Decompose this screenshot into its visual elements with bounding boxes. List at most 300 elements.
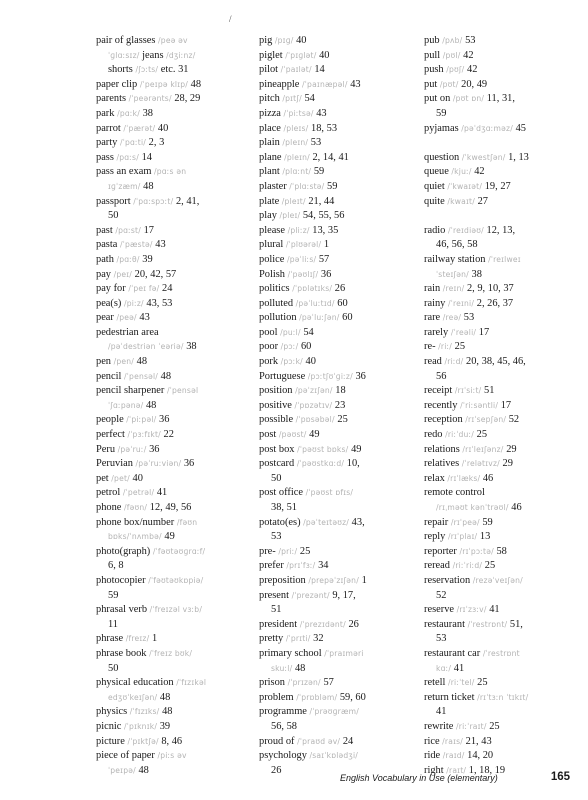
entry-text: recently [424, 399, 461, 411]
entry-headline [424, 443, 572, 458]
index-entry [424, 735, 572, 750]
phonetic-transcription: /ˈpɒzətɪv/ [294, 400, 335, 410]
entry-text: pear [96, 312, 117, 324]
entry-text: plant [259, 166, 283, 178]
entry-text: 32 [313, 633, 324, 645]
entry-text: 17 [143, 224, 154, 236]
entry-text: pilot [259, 64, 281, 76]
entry-text: 40 [305, 356, 316, 368]
index-entry [259, 297, 414, 312]
index-entry [96, 165, 246, 194]
entry-headline [424, 735, 572, 750]
entry-text: pitch [259, 93, 283, 105]
entry-text: radio [424, 224, 448, 236]
entry-text: restaurant car [424, 647, 483, 659]
entry-headline [259, 749, 414, 764]
index-entry [259, 457, 414, 486]
phonetic-transcription: ˈpeɪpə/ [108, 765, 139, 775]
entry-text: 59 [436, 107, 447, 119]
index-entry [259, 618, 414, 633]
index-entry [424, 647, 572, 676]
entry-headline [259, 370, 414, 385]
entry-headline [259, 34, 414, 49]
entry-text: relax [424, 472, 448, 484]
entry-headline [259, 545, 414, 560]
phonetic-transcription: /ˈfreɪzəl vɜːb/ [149, 605, 203, 615]
entry-headline [424, 326, 572, 341]
phonetic-transcription: /ˈpəʊstkɑːd/ [296, 459, 347, 469]
entry-text: 28, 29 [174, 93, 201, 105]
entry-text: 1 [323, 239, 330, 251]
entry-text: 48 [143, 180, 154, 192]
entry-text: president [259, 618, 300, 630]
entry-continuation [424, 501, 572, 516]
phonetic-transcription: /prepəˈzɪʃən/ [308, 575, 362, 585]
entry-headline [96, 355, 246, 370]
entry-text: pollution [259, 312, 300, 324]
index-entry [424, 457, 572, 472]
phonetic-transcription: /rɪˈleɪʃənz/ [462, 444, 507, 454]
entry-text: 53 [463, 312, 475, 324]
phonetic-transcription: /ˈfəʊtəʊkɒpiə/ [148, 575, 204, 585]
entry-text: pea(s) [96, 297, 124, 309]
entry-text: piece of paper [96, 750, 158, 762]
entry-text: 60 [342, 312, 353, 324]
index-entry [96, 326, 246, 355]
index-entry [96, 370, 246, 385]
index-entry [424, 428, 572, 443]
entry-text: 59 [482, 516, 493, 528]
entry-text: 43 [155, 239, 166, 251]
entry-headline [96, 34, 246, 49]
phonetic-transcription: ˈsteɪʃən/ [436, 269, 472, 279]
phonetic-transcription: /ˈprɒbləm/ [296, 692, 340, 702]
entry-text: 23 [334, 399, 346, 411]
entry-text: 13 [479, 531, 491, 543]
index-entry [259, 165, 414, 180]
index-entry [96, 195, 246, 224]
index-entry [259, 282, 414, 297]
entry-text: 42 [463, 49, 474, 61]
entry-continuation [96, 662, 246, 677]
entry-text: picnic [96, 720, 124, 732]
entry-text: 60 [337, 297, 348, 309]
entry-text: shorts [108, 64, 136, 76]
index-entry [259, 574, 414, 589]
entry-text: 18 [335, 385, 346, 397]
entry-headline [259, 691, 414, 706]
phonetic-transcription: /pəˈzɪʃən/ [295, 386, 336, 396]
entry-headline [259, 78, 414, 93]
index-entry [96, 78, 246, 93]
entry-headline [96, 472, 246, 487]
entry-text: 2, 14, 41 [312, 151, 349, 163]
index-entry [424, 63, 572, 78]
entry-headline [424, 472, 572, 487]
entry-text: pull [424, 49, 443, 61]
phonetic-transcription: /pɑːs/ [116, 152, 142, 162]
entry-headline [424, 516, 572, 531]
entry-text: 25 [454, 341, 466, 353]
entry-text: pool [259, 326, 281, 338]
entry-text: politics [259, 283, 293, 295]
phonetic-transcription: /pleɪ/ [279, 211, 303, 221]
phonetic-transcription: /ˈfreɪz bʊk/ [149, 648, 193, 658]
entry-text: restaurant [424, 618, 468, 630]
entry-headline [424, 49, 572, 64]
phonetic-transcription: /rɪˈsiːt/ [454, 386, 485, 396]
entry-text: 59 [108, 589, 119, 601]
entry-headline [96, 136, 246, 151]
index-entry [96, 705, 246, 720]
phonetic-transcription: /riːˈriːd/ [452, 561, 485, 571]
entry-text: photocopier [96, 574, 149, 586]
entry-headline [424, 340, 572, 355]
entry-continuation [424, 662, 572, 677]
entry-text: 1 [151, 633, 158, 645]
entry-headline [259, 92, 414, 107]
index-column-2 [259, 34, 414, 778]
entry-headline [96, 107, 246, 122]
entry-text: 24 [162, 283, 173, 295]
phonetic-transcription: /dʒiːnz/ [166, 50, 196, 60]
phonetic-transcription: /saɪˈkɒlədʒi/ [309, 751, 359, 761]
index-entry [259, 399, 414, 414]
index-entry [424, 559, 572, 574]
phonetic-transcription: /pʊʃ/ [446, 65, 468, 75]
phonetic-transcription: /ˈpəʊlɪʃ/ [287, 269, 321, 279]
entry-continuation [96, 618, 246, 633]
entry-text: rainy [424, 297, 448, 309]
entry-text: 40 [157, 122, 169, 134]
entry-text: reception [424, 414, 466, 426]
entry-headline [96, 545, 246, 560]
entry-headline [96, 428, 246, 443]
entry-headline [424, 63, 572, 78]
index-entry [259, 136, 414, 151]
entry-text: 12, 13, [486, 224, 516, 236]
entry-text: 48 [159, 691, 171, 703]
entry-text: past [96, 224, 116, 236]
entry-text: potato(es) [259, 516, 304, 528]
index-entry [259, 63, 414, 78]
index-entry [259, 413, 414, 428]
index-entry [96, 501, 246, 516]
entry-headline [259, 326, 414, 341]
entry-headline [259, 705, 414, 720]
entry-continuation [259, 603, 414, 618]
index-entry [96, 632, 246, 647]
entry-continuation [424, 589, 572, 604]
entry-headline [424, 384, 572, 399]
entry-text: 2, 3 [148, 137, 165, 149]
index-entry [96, 486, 246, 501]
phonetic-transcription: /peə əv [158, 36, 188, 45]
entry-text: 10, [346, 458, 360, 470]
phonetic-transcription: /peɪ/ [113, 269, 135, 279]
entry-text: 53 [436, 633, 447, 645]
phonetic-transcription: /pʊt ɒn/ [452, 94, 487, 104]
entry-text: 2, 9, 10, 37 [466, 283, 514, 295]
entry-headline [424, 311, 572, 326]
entry-text: pre- [259, 545, 279, 557]
entry-text: polluted [259, 297, 296, 309]
index-entry [259, 705, 414, 734]
entry-text: 40 [319, 49, 330, 61]
entry-text: place [259, 122, 284, 134]
index-entry [96, 676, 246, 705]
index-entry [96, 735, 246, 750]
phonetic-transcription: /pliːz/ [287, 225, 313, 235]
entry-text: 26 [348, 618, 359, 630]
entry-headline [424, 720, 572, 735]
index-entry [259, 632, 414, 647]
index-entry [259, 122, 414, 137]
entry-text: pretty [259, 633, 286, 645]
index-entry [424, 122, 572, 137]
index-entry [96, 107, 246, 122]
entry-headline [424, 399, 572, 414]
entry-headline [259, 413, 414, 428]
phonetic-transcription: /pəˈdʒɑːməz/ [461, 123, 516, 133]
index-entry [96, 457, 246, 472]
entry-headline [259, 486, 414, 501]
entry-text: picture [96, 735, 128, 747]
phonetic-transcription: /pʊl/ [442, 50, 464, 60]
entry-text: 2, 41, [175, 195, 200, 207]
phonetic-transcription: /fəʊn/ [124, 503, 150, 512]
phonetic-transcription: /pɔːtʃʊˈɡiːz/ [307, 371, 356, 381]
entry-continuation [259, 530, 414, 545]
entry-continuation [96, 209, 246, 224]
phonetic-transcription: kɑː/ [436, 663, 454, 673]
entry-headline [96, 151, 246, 166]
entry-headline [96, 516, 246, 531]
phonetic-transcription: ɪɡˈzæm/ [108, 181, 144, 191]
entry-text: put on [424, 93, 453, 105]
entry-text: proud of [259, 735, 298, 747]
entry-text: pen [96, 356, 114, 368]
index-entry [96, 151, 246, 166]
index-entry [424, 195, 572, 210]
entry-continuation [96, 63, 246, 78]
phonetic-transcription: /pəˈruːviən/ [135, 459, 184, 469]
entry-text: 53 [271, 531, 282, 543]
entry-headline [96, 326, 246, 341]
phonetic-transcription: /ˈpɑːspɔːt/ [133, 196, 176, 206]
entry-text: 59, 60 [339, 691, 366, 703]
entry-continuation [96, 530, 246, 545]
entry-text: rewrite [424, 720, 457, 732]
entry-headline [259, 399, 414, 414]
entry-headline [96, 165, 246, 180]
phonetic-transcription: /riːˈduː/ [445, 430, 477, 440]
entry-text: pig [259, 35, 275, 46]
entry-text: 17 [478, 326, 490, 338]
entry-headline [259, 49, 414, 64]
phonetic-transcription: /piːz/ [123, 298, 147, 308]
phonetic-transcription: /pɔːk/ [280, 357, 306, 367]
index-entry [259, 486, 414, 515]
entry-text: physics [96, 706, 130, 718]
entry-continuation [424, 238, 572, 253]
entry-headline [96, 457, 246, 472]
entry-text: 48 [190, 78, 202, 90]
index-entry [96, 92, 246, 107]
entry-continuation [259, 472, 414, 487]
entry-text: reserve [424, 604, 457, 616]
entry-continuation [96, 764, 246, 779]
entry-text: reservation [424, 574, 473, 586]
entry-text: 52 [508, 414, 520, 426]
phonetic-transcription: /ˈreɪni/ [447, 298, 477, 308]
entry-text: quiet [424, 180, 448, 192]
index-entry [96, 749, 246, 778]
entry-headline [424, 282, 572, 297]
entry-text: 20, 42, 57 [134, 268, 177, 280]
entry-text: 11, 31, [486, 93, 515, 105]
entry-text: relatives [424, 458, 462, 470]
entry-text: 58 [496, 545, 507, 557]
index-entry [259, 151, 414, 166]
index-entry [96, 516, 246, 545]
entry-text: 1, 18, 19 [468, 764, 506, 776]
entry-text: 48 [145, 399, 157, 411]
index-entry [96, 282, 246, 297]
index-entry [424, 691, 572, 720]
entry-text: position [259, 385, 296, 397]
index-entry [96, 297, 246, 312]
entry-headline [424, 34, 572, 49]
entry-text: 20, 38, 45, 46, [466, 356, 526, 368]
phonetic-transcription: /pəˈluːtɪd/ [295, 298, 338, 308]
index-entry [96, 443, 246, 458]
entry-headline [259, 574, 414, 589]
index-column-1 [96, 34, 246, 778]
entry-text: 29 [502, 458, 513, 470]
phonetic-transcription: /ˈpɑːti/ [119, 138, 149, 148]
phonetic-transcription: /prɪˈfɜː/ [286, 561, 319, 571]
phonetic-transcription: /ˈfəʊtəʊɡrɑːf/ [152, 546, 206, 556]
phonetic-transcription: /pleɪs/ [283, 123, 312, 133]
phonetic-transcription: /ˈprɪti/ [285, 634, 314, 644]
entry-text: 36 [320, 268, 332, 280]
index-entry [96, 545, 246, 574]
entry-headline [259, 224, 414, 239]
phonetic-transcription: ˈʃɑːpənə/ [108, 400, 146, 410]
entry-text: 51 [484, 385, 495, 397]
entry-text: 18, 53 [311, 122, 338, 134]
phonetic-transcription: /kwaɪt/ [447, 196, 478, 206]
phonetic-transcription: /riː/ [438, 342, 455, 352]
index-entry [96, 413, 246, 428]
index-entry [259, 92, 414, 107]
phonetic-transcription: /ˈreɪlweɪ [488, 254, 521, 264]
margin-mark: / [229, 14, 232, 24]
entry-text: 45 [515, 122, 526, 134]
entry-text: 20, 49 [461, 78, 488, 90]
entry-text: 38, 51 [271, 502, 297, 513]
phonetic-transcription: /ˈpɒlətɪks/ [292, 284, 335, 294]
entry-continuation [96, 399, 246, 414]
index-entry [259, 238, 414, 253]
index-entry [424, 472, 572, 487]
entry-headline [259, 355, 414, 370]
phonetic-transcription: /ˈriːsəntli/ [460, 400, 501, 410]
index-entry [259, 516, 414, 545]
index-entry [424, 530, 572, 545]
phonetic-transcription: /ˈpraɪməri [324, 648, 364, 658]
entry-text: 60 [300, 341, 312, 353]
entry-text: 25 [337, 414, 348, 426]
entry-text: phrasal verb [96, 604, 150, 616]
entry-text: pencil sharpener [96, 385, 167, 397]
entry-text: pineapple [259, 78, 302, 90]
phonetic-transcription: /priː/ [278, 546, 300, 556]
index-entry [424, 618, 572, 647]
entry-text: 43, [351, 516, 365, 528]
index-entry [259, 676, 414, 691]
entry-text: phrase [96, 633, 126, 645]
entry-text: right [424, 764, 447, 776]
index-entry [424, 443, 572, 458]
entry-headline [424, 355, 572, 370]
entry-continuation [424, 632, 572, 647]
entry-headline [424, 647, 572, 662]
index-entry [259, 735, 414, 750]
index-entry [259, 559, 414, 574]
entry-text: 25 [299, 545, 311, 557]
index-entry [424, 486, 572, 515]
entry-text: 14 [314, 64, 325, 76]
entry-text: passport [96, 195, 134, 207]
entry-text: 40 [132, 472, 143, 484]
entry-text: put [424, 78, 440, 90]
entry-headline [259, 340, 414, 355]
entry-text: pizza [259, 107, 284, 119]
entry-headline [424, 122, 572, 137]
index-entry [424, 78, 572, 93]
entry-text: phone [96, 502, 124, 513]
entry-text: 12, 49, 56 [149, 502, 192, 513]
entry-continuation [424, 107, 572, 122]
phonetic-transcription: /ˈkwestʃən/ [461, 152, 509, 162]
entry-text: 48 [138, 764, 149, 776]
entry-text: Peruvian [96, 458, 136, 470]
entry-text: 1 [361, 574, 367, 586]
entry-text: push [424, 64, 447, 76]
index-entry [424, 340, 572, 355]
entry-text: quite [424, 195, 448, 207]
entry-text: 51, [509, 618, 523, 630]
phonetic-transcription: /ˈplɑːstə/ [289, 181, 328, 191]
phonetic-transcription: /ˈrestrɒnt [482, 648, 520, 658]
entry-headline [96, 676, 246, 691]
index-entry [424, 720, 572, 735]
entry-headline [259, 618, 414, 633]
entry-text: plural [259, 239, 286, 251]
entry-text: postcard [259, 458, 297, 470]
index-entry [259, 647, 414, 676]
entry-headline [424, 92, 572, 107]
index-entry [259, 443, 414, 458]
entry-headline [96, 443, 246, 458]
index-entry [259, 370, 414, 385]
index-entry [424, 326, 572, 341]
phonetic-transcription: /puːl/ [280, 327, 304, 337]
index-entry [424, 516, 572, 531]
index-entry [424, 34, 572, 49]
